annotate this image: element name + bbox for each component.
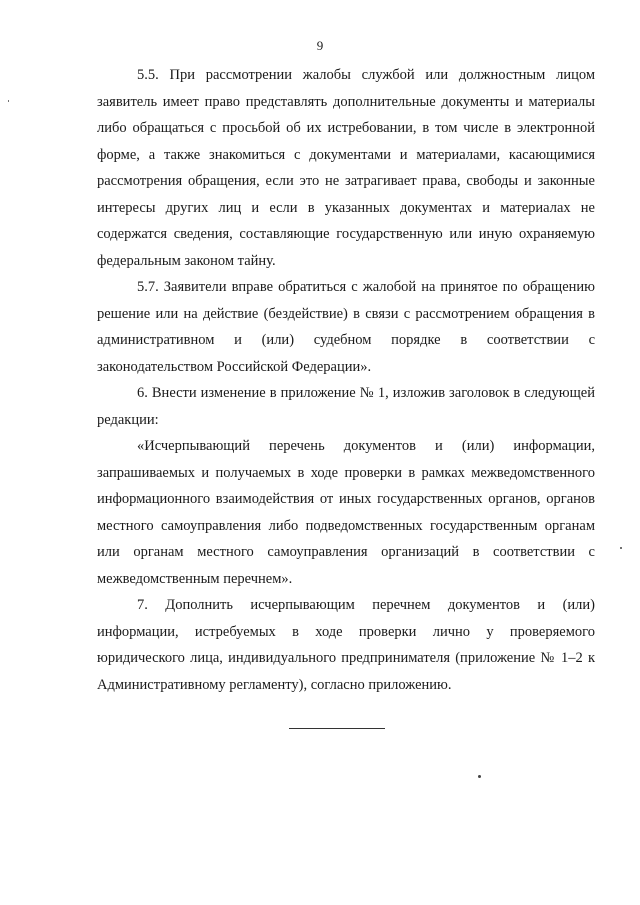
paragraph-5-7: 5.7. Заявители вправе обратиться с жалобой на принятое по обращению решение или на действие (бездействие) в связи с рассмотрением обращения в административном и (или) судебном порядке в соответствии с законодательством Российской Федерации». bbox=[97, 279, 595, 375]
document-body bbox=[97, 62, 595, 698]
paragraph-7: 7. Дополнить исчерпывающим перечнем документов и (или) информации, истребуемых в ходе проверки лично у проверяемого юридического лица, индивидуального предпринимателя (приложение № 1–2 к Административному регламенту), согласно приложению. bbox=[97, 597, 595, 693]
scan-speck bbox=[478, 775, 481, 778]
paragraph-5-5: 5.5. При рассмотрении жалобы службой или должностным лицом заявитель имеет право представлять дополнительные документы и материалы либо обращаться с просьбой об их истребовании, в том числе в электронной форме, а также знакомиться с документами и материалами, касающимися рассмотрения обращения, если это не затрагивает права, свободы и законные интересы других лиц и если в указанных документах и материалах не содержатся сведения, составляющие государственную или иную охраняемую федеральным законом тайну. bbox=[97, 67, 595, 269]
quoted-heading-paragraph: «Исчерпывающий перечень документов и (или) информации, запрашиваемых и получаемых в ходе проверки в рамках межведомственного информационного взаимодействия от иных государственных органов, органов местного самоуправления либо подведомственных государственным органам или органам местного самоуправления организаций в соответствии с межведомственным перечнем». bbox=[97, 438, 595, 587]
paragraph-6: 6. Внести изменение в приложение № 1, изложив заголовок в следующей редакции: bbox=[97, 385, 595, 428]
scan-speck bbox=[8, 100, 9, 102]
end-divider-line bbox=[289, 728, 385, 729]
scan-speck bbox=[620, 547, 622, 549]
page-number: 9 bbox=[316, 38, 324, 53]
